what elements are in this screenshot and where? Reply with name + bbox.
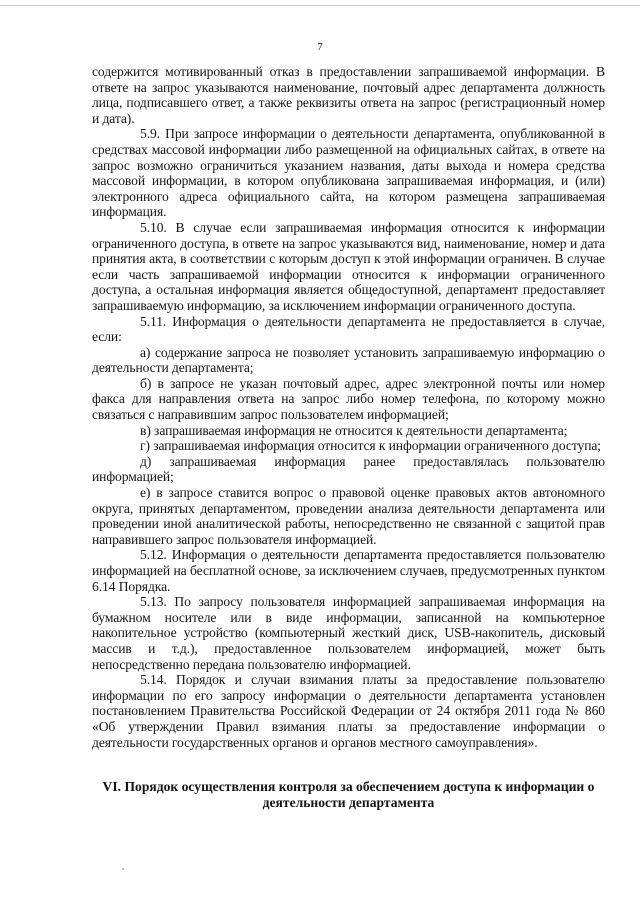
paragraph-5-13: 5.13. По запросу пользователя информацией запрашиваемая информация на бумажном носителе или в виде информации, записанной на компьютерное накопительное устройство (компьютерный жесткий диск, USB-накопитель, дисковый массив и т.д.), предоставленное пользователем информацией, может быть непосредственно передана пользователю информацией. — [92, 594, 605, 672]
list-item-b: б) в запросе не указан почтовый адрес, адрес электронной почты или номер факса для направления ответа на запрос либо номер телефона, по которому можно связаться с направившим запрос пользователем информацией; — [92, 375, 605, 423]
list-item-v: в) запрашиваемая информация не относится к деятельности департамента; — [140, 422, 568, 438]
document-body — [92, 64, 605, 750]
list-item-e: е) в запросе ставится вопрос о правовой оценке правовых актов автономного округа, принятых департаментом, проведении анализа деятельности департамента или проведении иной аналитической работы, непосредственно не связанной с защитой прав направившего запрос пользователя информацией. — [92, 485, 605, 547]
list-item-g: г) запрашиваемая информация относится к информации ограниченного доступа; — [140, 438, 601, 454]
scan-artifact-dot — [122, 868, 124, 870]
paragraph-5-14: 5.14. Порядок и случаи взимания платы за предоставление пользователю информации по его запросу информации о деятельности департамента установлен постановлением Правительства Российской Федерации от 24 октября 2011 года № 860 «Об утверждении Правил взимания платы за предоставление информации о деятельности государственных органов и органов местного самоуправления». — [92, 672, 605, 750]
page-top-edge-line — [0, 5, 640, 6]
list-item-a: а) содержание запроса не позволяет установить запрашиваемую информацию о деятельности департамента; — [92, 344, 605, 376]
page-number: 7 — [317, 41, 323, 53]
paragraph-5-8-continuation: содержится мотивированный отказ в предоставлении запрашиваемой информации. В ответе на запрос указываются наименование, почтовый адрес департамента должность лица, подписавшего ответ, а также реквизиты ответа на запрос (регистрационный номер и дата). — [92, 64, 605, 126]
section-heading: VI. Порядок осуществления контроля за обеспечением доступа к информации о деятельности департамента — [102, 779, 595, 810]
list-item-d: д) запрашиваемая информация ранее предоставлялась пользователю информацией; — [92, 453, 605, 485]
paragraph-5-9: 5.9. При запросе информации о деятельности департамента, опубликованной в средствах массовой информации либо размещенной на официальных сайтах, в ответе на запрос возможно ограничиться указанием названия, даты выхода и номера средства массовой информации, в котором опубликована запрашиваемая информация, и (или) электронного адреса официального сайта, на котором размещена запрашиваемая информация. — [92, 126, 605, 220]
paragraph-5-10: 5.10. В случае если запрашиваемая информация относится к информации ограниченного доступа, в ответе на запрос указываются вид, наименование, номер и дата принятия акта, в соответствии с которым доступ к этой информации ограничен. В случае если часть запрашиваемой информации относится к информации ограниченного доступа, а остальная информация является общедоступной, департамент предоставляет запрашиваемую информацию, за исключением информации ограниченного доступа. — [92, 219, 605, 313]
paragraph-5-11: 5.11. Информация о деятельности департамента не предоставляется в случае, если: — [92, 313, 605, 345]
paragraph-5-12: 5.12. Информация о деятельности департамента предоставляется пользователю информацией на бесплатной основе, за исключением случаев, предусмотренных пунктом 6.14 Порядка. — [92, 547, 605, 594]
